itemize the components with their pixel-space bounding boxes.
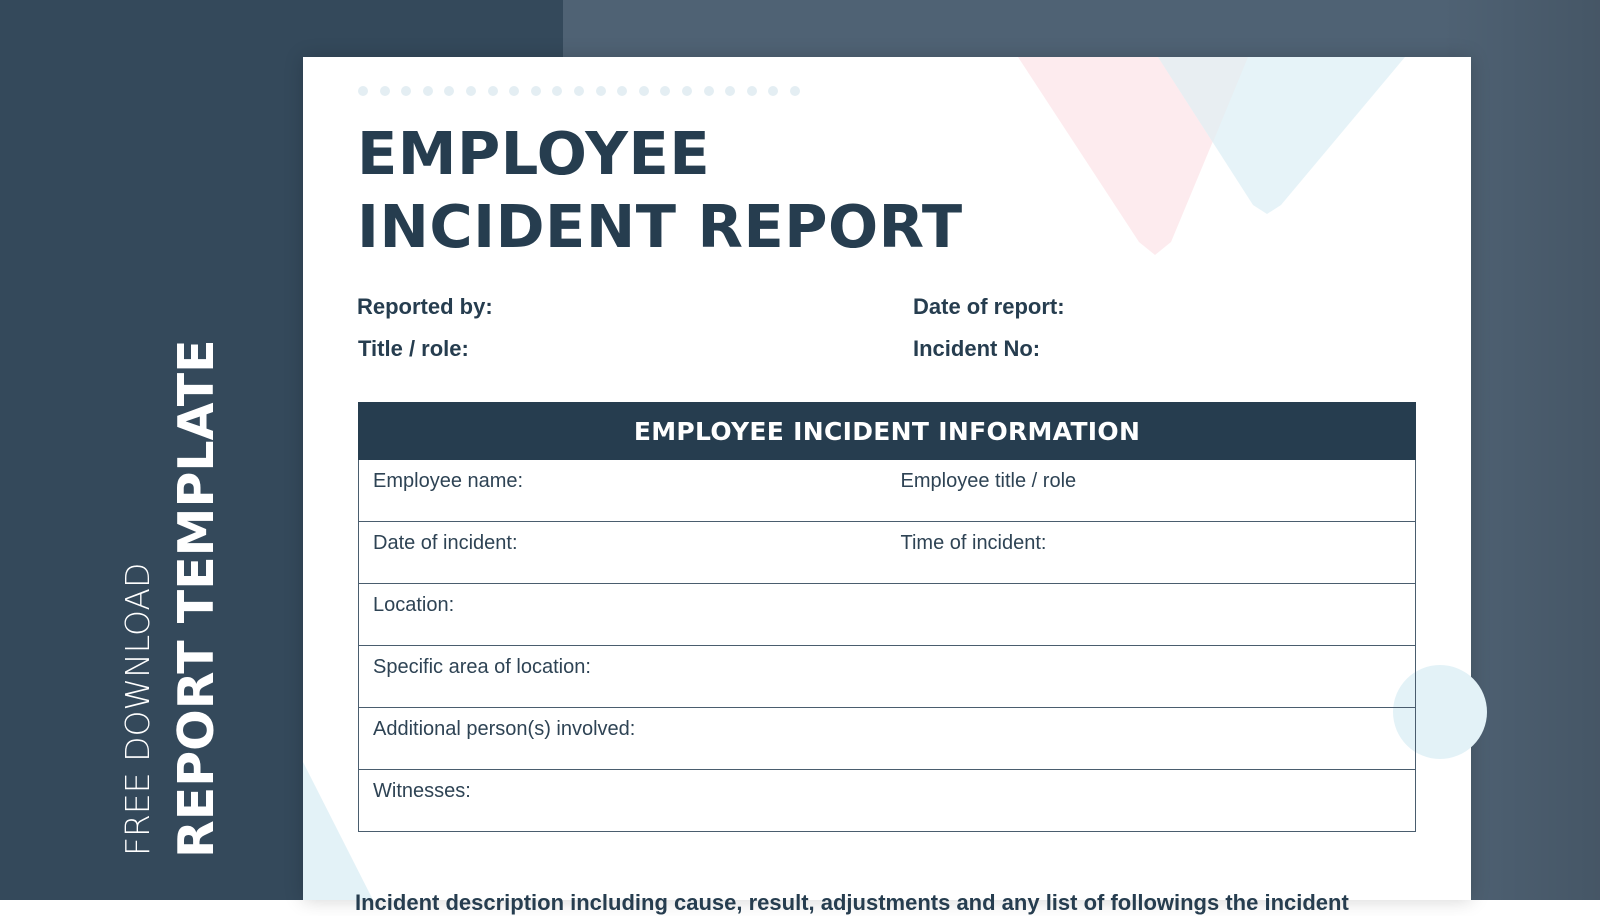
table-row bbox=[359, 584, 1416, 646]
table-row bbox=[359, 646, 1416, 708]
title-line-2: INCIDENT REPORT bbox=[357, 192, 963, 261]
dot bbox=[358, 86, 368, 96]
dot bbox=[488, 86, 498, 96]
dot bbox=[444, 86, 454, 96]
dot bbox=[552, 86, 562, 96]
dot bbox=[725, 86, 735, 96]
dot bbox=[380, 86, 390, 96]
dot bbox=[639, 86, 649, 96]
free-download-text: FREE DOWNLOAD bbox=[118, 562, 157, 856]
time-of-incident-field[interactable]: Time of incident: bbox=[901, 522, 1416, 584]
table-header: EMPLOYEE INCIDENT INFORMATION bbox=[359, 403, 1416, 460]
incident-no-label: Incident No: bbox=[913, 336, 1041, 361]
employee-title-field[interactable]: Employee title / role bbox=[901, 460, 1416, 522]
specific-area-field[interactable]: Specific area of location: bbox=[359, 646, 1416, 708]
dot bbox=[531, 86, 541, 96]
dot bbox=[768, 86, 778, 96]
document-title bbox=[357, 117, 963, 263]
employee-name-field[interactable]: Employee name: bbox=[359, 460, 901, 522]
dot bbox=[596, 86, 606, 96]
report-template-text: REPORT TEMPLATE bbox=[168, 339, 225, 858]
dot bbox=[401, 86, 411, 96]
table-row bbox=[359, 522, 1416, 584]
dot bbox=[790, 86, 800, 96]
dot bbox=[682, 86, 692, 96]
dot bbox=[704, 86, 714, 96]
dot bbox=[423, 86, 433, 96]
table-header-row bbox=[359, 403, 1416, 460]
incident-description-heading: Incident description including cause, result, adjustments and any list of followings the incident bbox=[355, 890, 1349, 915]
dot bbox=[509, 86, 519, 96]
side-banner bbox=[0, 0, 300, 900]
table-row bbox=[359, 770, 1416, 832]
witnesses-field[interactable]: Witnesses: bbox=[359, 770, 1416, 832]
date-of-incident-field[interactable]: Date of incident: bbox=[359, 522, 901, 584]
table-row bbox=[359, 460, 1416, 522]
document-page bbox=[303, 57, 1471, 915]
dot bbox=[660, 86, 670, 96]
dot bbox=[617, 86, 627, 96]
dot bbox=[466, 86, 476, 96]
title-line-1: EMPLOYEE bbox=[357, 119, 711, 188]
dot bbox=[574, 86, 584, 96]
additional-persons-field[interactable]: Additional person(s) involved: bbox=[359, 708, 1416, 770]
location-field[interactable]: Location: bbox=[359, 584, 1416, 646]
title-role-label: Title / role: bbox=[358, 336, 469, 361]
date-of-report-label: Date of report: bbox=[913, 294, 1065, 319]
reported-by-label: Reported by: bbox=[357, 294, 493, 319]
dot-row-decoration bbox=[358, 86, 800, 96]
dot bbox=[747, 86, 757, 96]
table-row bbox=[359, 708, 1416, 770]
incident-information-table bbox=[358, 402, 1416, 832]
